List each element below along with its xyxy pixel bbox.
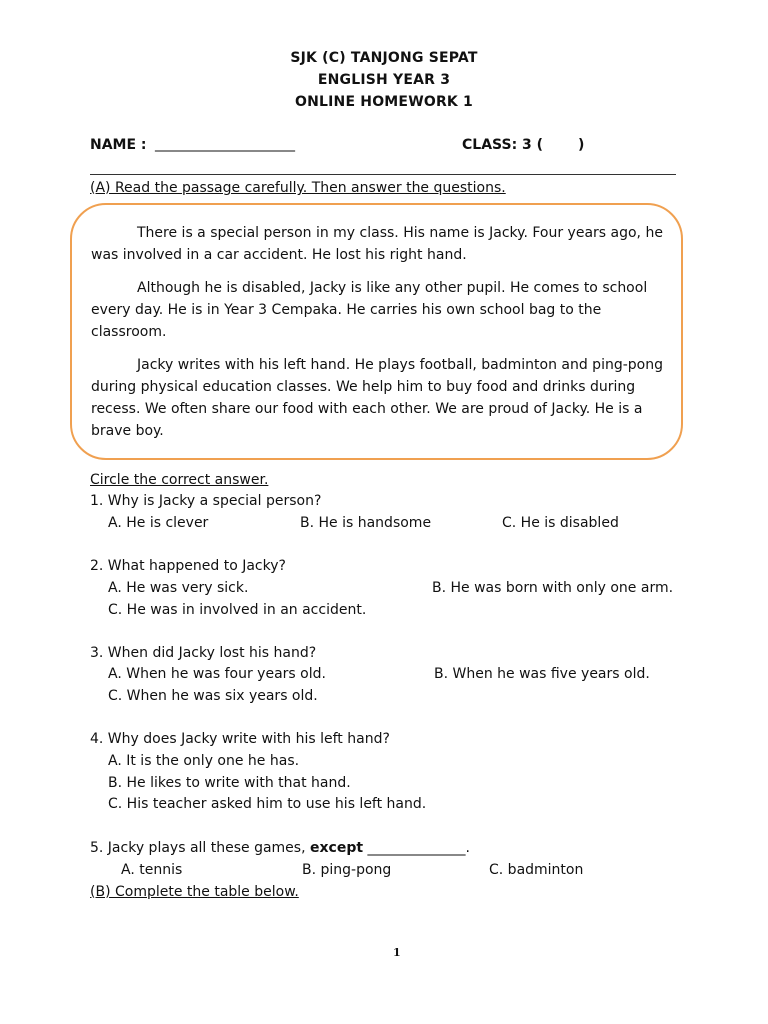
q2-option-c[interactable]: C. He was in involved in an accident. bbox=[108, 602, 367, 618]
except-emphasis: except bbox=[310, 840, 364, 856]
class-close-paren: ) bbox=[578, 137, 585, 153]
question-3: 3. When did Jacky lost his hand? bbox=[90, 645, 317, 661]
q1-option-a[interactable]: A. He is clever bbox=[108, 515, 209, 531]
q4-option-c[interactable]: C. His teacher asked him to use his left hand. bbox=[108, 796, 427, 812]
class-label: CLASS: 3 ( bbox=[462, 137, 544, 153]
subject-title: ENGLISH YEAR 3 bbox=[317, 72, 451, 88]
question-5: 5. Jacky plays all these games, except ______________. bbox=[90, 840, 470, 856]
header-divider bbox=[90, 174, 676, 175]
q1-option-b[interactable]: B. He is handsome bbox=[300, 515, 432, 531]
q4-option-a[interactable]: A. It is the only one he has. bbox=[108, 753, 300, 769]
question-2: 2. What happened to Jacky? bbox=[90, 558, 286, 574]
q2-option-b[interactable]: B. He was born with only one arm. bbox=[432, 580, 674, 596]
q5-option-c[interactable]: C. badminton bbox=[489, 862, 584, 878]
q3-option-c[interactable]: C. When he was six years old. bbox=[108, 688, 318, 704]
school-title: SJK (C) TANJONG SEPAT bbox=[290, 50, 478, 66]
passage-paragraph-1: There is a special person in my class. His name is Jacky. Four years ago, he was involved in a car accident. He lost his right hand. bbox=[91, 225, 663, 263]
passage-paragraph-2: Although he is disabled, Jacky is like any other pupil. He comes to school every day. He is in Year 3 Cempaka. He carries his own school bag to the classroom. bbox=[91, 280, 648, 340]
name-blank: ____________________ bbox=[155, 136, 295, 152]
q4-option-b[interactable]: B. He likes to write with that hand. bbox=[108, 775, 351, 791]
q3-option-a[interactable]: A. When he was four years old. bbox=[108, 666, 326, 682]
page-number: 1 bbox=[393, 946, 401, 959]
passage-paragraph-3: Jacky writes with his left hand. He plays football, badminton and ping-pong during physical education classes. We help him to buy food and drinks during recess. We often share our food with each other. We are proud of Jacky. He is a brave boy. bbox=[91, 357, 663, 439]
q1-option-c[interactable]: C. He is disabled bbox=[502, 515, 619, 531]
q3-option-b[interactable]: B. When he was five years old. bbox=[434, 666, 650, 682]
homework-title: ONLINE HOMEWORK 1 bbox=[294, 94, 473, 110]
section-b-instruction: (B) Complete the table below. bbox=[90, 884, 299, 900]
q5-option-b[interactable]: B. ping-pong bbox=[302, 862, 392, 878]
name-label: NAME : bbox=[90, 137, 147, 153]
question-4: 4. Why does Jacky write with his left hand? bbox=[90, 731, 390, 747]
question-1: 1. Why is Jacky a special person? bbox=[90, 493, 322, 509]
q5-option-a[interactable]: A. tennis bbox=[121, 862, 183, 878]
questions-instruction: Circle the correct answer. bbox=[90, 472, 269, 488]
section-a-instruction: (A) Read the passage carefully. Then answer the questions. bbox=[90, 180, 506, 196]
q2-option-a[interactable]: A. He was very sick. bbox=[108, 580, 249, 596]
